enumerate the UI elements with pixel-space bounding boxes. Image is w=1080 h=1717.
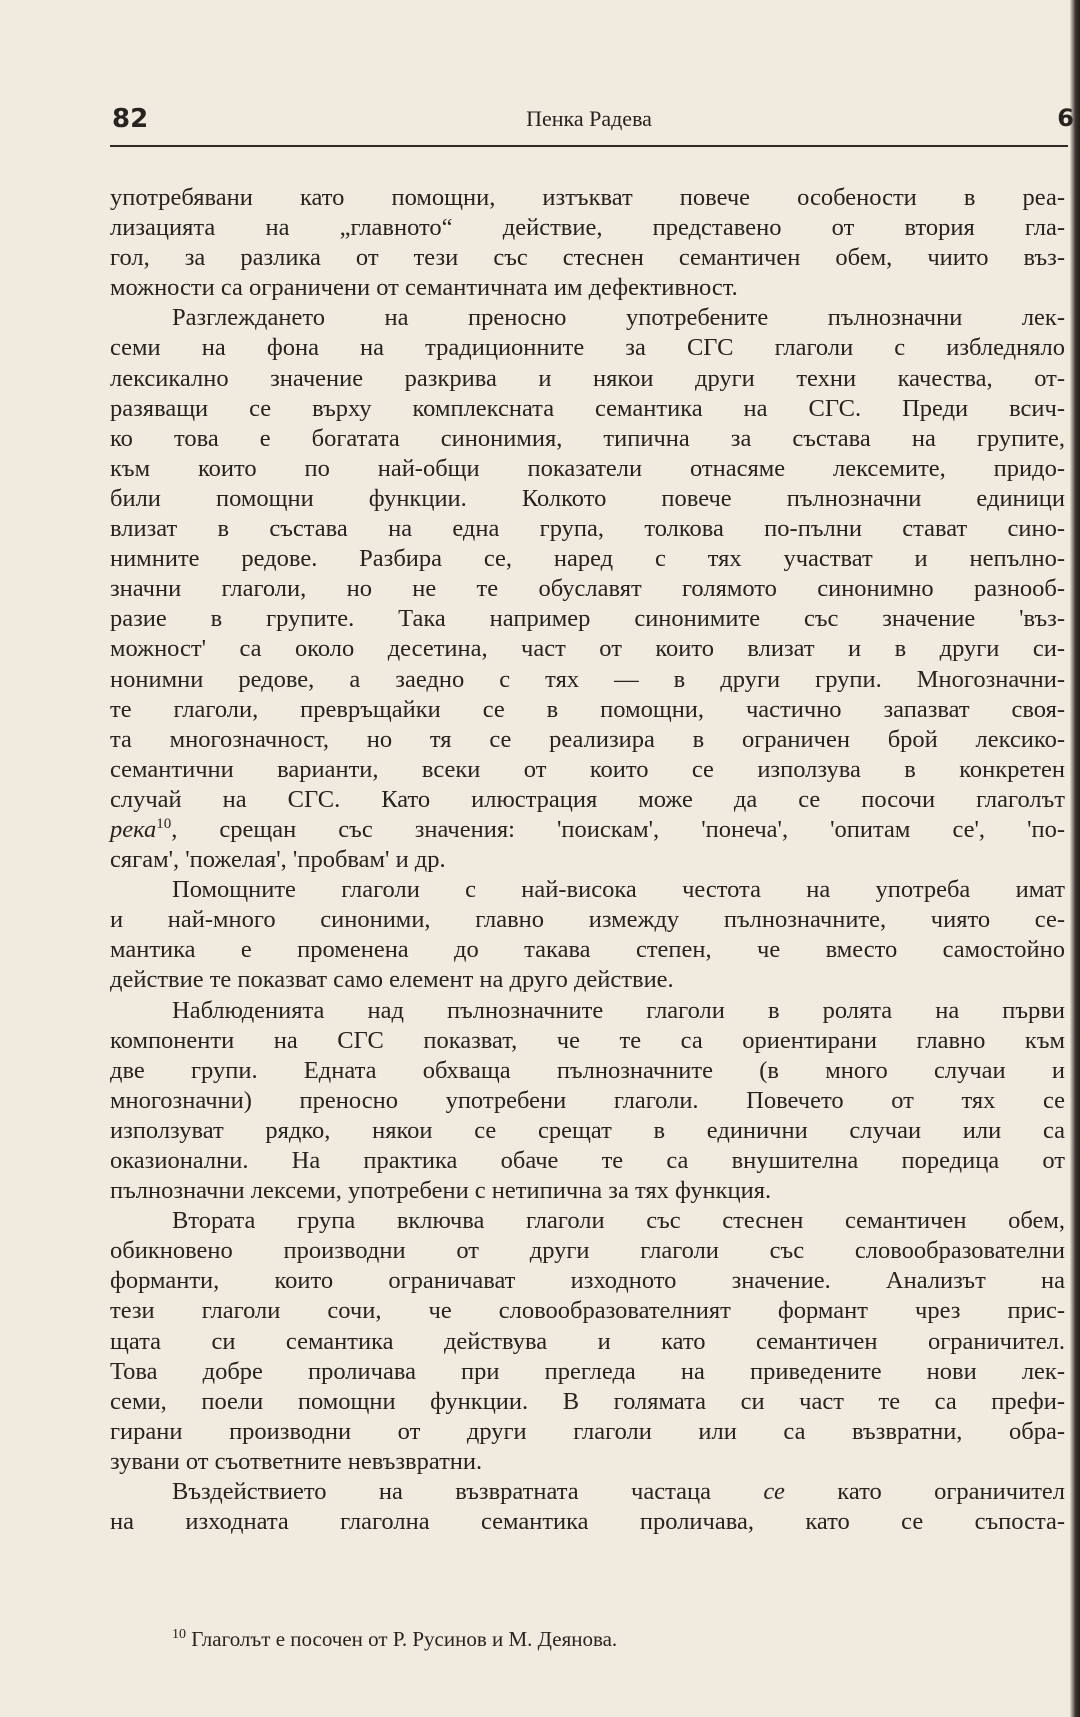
text-line: щата си семантика действува и като семантичен ограничител. bbox=[110, 1327, 1065, 1355]
text-fragment: Въздействието на възвратната частаца bbox=[172, 1478, 711, 1506]
text-fragment: срещан със значения: 'поискам', 'понеча', 'опитам се', 'по- bbox=[219, 815, 1065, 843]
text-line: те глаголи, превръщайки се в помощни, частично запазват своя- bbox=[110, 695, 1065, 723]
text-line: оказионални. На практика обаче те са внушителна поредица от bbox=[110, 1147, 1065, 1174]
footnote-marker[interactable]: 10 bbox=[156, 815, 172, 832]
italic-word-reka: река bbox=[110, 815, 157, 843]
text-line: ко това е богатата синонимия, типична за състава на групите, bbox=[110, 424, 1065, 452]
text-line: нимните редове. Разбира се, наред с тях участват и непълно- bbox=[110, 545, 1065, 573]
running-title: Пенка Радева bbox=[526, 106, 652, 131]
text-line: лексикално значение разкрива и някои други техни качества, от- bbox=[110, 364, 1065, 392]
corner-digit: 6 bbox=[1057, 104, 1074, 132]
page-number: 82 bbox=[112, 104, 149, 134]
paragraph-start: Помощните глаголи с най-висока честота на употреба имат bbox=[172, 876, 1065, 904]
footnote bbox=[172, 1627, 1052, 1652]
text-line: река$^{10}$, срещан със значения: 'поискам', 'понеча', 'опитам се', 'по- bbox=[110, 815, 1065, 843]
text-line: две групи. Едната обхваща пълнозначните (в много случаи и bbox=[110, 1056, 1065, 1084]
text-line: тези глаголи сочи, че словообразователният формант чрез прис- bbox=[110, 1297, 1065, 1325]
page-header bbox=[108, 100, 1074, 140]
footnote-number: 10 bbox=[172, 1627, 186, 1642]
text-line: на изходната глаголна семантика проличава, като се съпоста- bbox=[110, 1508, 1065, 1536]
footnote-text: Глаголът е посочен от Р. Русинов и М. Деянова. bbox=[191, 1627, 618, 1651]
italic-word-se: се bbox=[763, 1478, 785, 1506]
text-line: пълнозначни лексеми, употребени с нетипична за тях функция. bbox=[110, 1177, 772, 1205]
text-line: компоненти на СГС показват, че те са ориентирани главно към bbox=[110, 1026, 1065, 1054]
header-rule bbox=[110, 145, 1068, 147]
text-line: можности са ограничени от семантичната им дефективност. bbox=[110, 274, 738, 302]
text-line: били помощни функции. Колкото повече пълнозначни единици bbox=[110, 484, 1065, 512]
text-line: гирани производни от други глаголи или са възвратни, обра- bbox=[110, 1417, 1065, 1445]
text-line: многозначни) преносно употребени глаголи. Повечето от тях се bbox=[110, 1086, 1065, 1114]
text-line: семи, поели помощни функции. В голямата си част те са префи- bbox=[110, 1387, 1065, 1415]
text-line: можност' са около десетина, част от които влизат и в други си- bbox=[110, 635, 1065, 663]
paragraph-start: Наблюденията над пълнозначните глаголи в ролята на първи bbox=[172, 996, 1065, 1024]
text-line: разие в групите. Така например синонимите със значение 'въз- bbox=[110, 605, 1065, 633]
text-line: семантични варианти, всеки от които се използува в конкретен bbox=[110, 755, 1065, 783]
text-line: влизат в състава на една група, толкова по-пълни стават сино- bbox=[110, 515, 1065, 543]
page-edge-shadow bbox=[1070, 0, 1080, 1717]
text-line: разяващи се върху комплексната семантика на СГС. Преди всич- bbox=[110, 394, 1065, 422]
text-line: и най-много синоними, главно измежду пълнозначните, чиято се- bbox=[110, 906, 1065, 934]
paragraph-start: Разглеждането на преносно употребените пълнозначни лек- bbox=[172, 304, 1065, 332]
text-line: към които по най-общи показатели отнасяме лексемите, придо- bbox=[110, 454, 1065, 482]
text-line: използуват рядко, някои се срещат в единични случаи или са bbox=[110, 1116, 1065, 1144]
text-line: гол, за разлика от тези със стеснен семантичен обем, чиито въз- bbox=[110, 244, 1065, 272]
text-fragment: като ограничител bbox=[837, 1478, 1066, 1506]
paragraph-start bbox=[110, 1477, 1065, 1507]
text-line: употребявани като помощни, изтъкват повече особености в реа- bbox=[110, 184, 1065, 211]
paragraph-start: Втората група включва глаголи със стеснен семантичен обем, bbox=[172, 1207, 1065, 1235]
text-line: та многозначност, но тя се реализира в ограничен брой лексико- bbox=[110, 725, 1065, 753]
text-line: сягам', 'пожелая', 'пробвам' и др. bbox=[110, 846, 446, 874]
text-line: форманти, които ограничават изходното значение. Анализът на bbox=[110, 1267, 1065, 1295]
text-line: мантика е променена до такава степен, че вместо самостойно bbox=[110, 936, 1065, 964]
text-line: Това добре проличава при прегледа на приведените нови лек- bbox=[110, 1357, 1065, 1385]
text-line: нонимни редове, а заедно с тях — в други групи. Многозначни- bbox=[110, 665, 1065, 693]
text-line: зувани от съответните невъзвратни. bbox=[110, 1447, 483, 1475]
text-line: обикновено производни от други глаголи със словообразователни bbox=[110, 1237, 1065, 1265]
text-line: лизацията на „главното“ действие, представено от втория гла- bbox=[110, 214, 1065, 242]
text-line: случай на СГС. Като илюстрация може да се посочи глаголът bbox=[110, 785, 1065, 813]
text-line: семи на фона на традиционните за СГС глаголи с избледняло bbox=[110, 334, 1065, 362]
text-line: действие те показват само елемент на друго действие. bbox=[110, 966, 674, 994]
text-line: значни глаголи, но не те обуславят голямото синонимно разнооб- bbox=[110, 575, 1065, 603]
body-text bbox=[110, 183, 1065, 1537]
